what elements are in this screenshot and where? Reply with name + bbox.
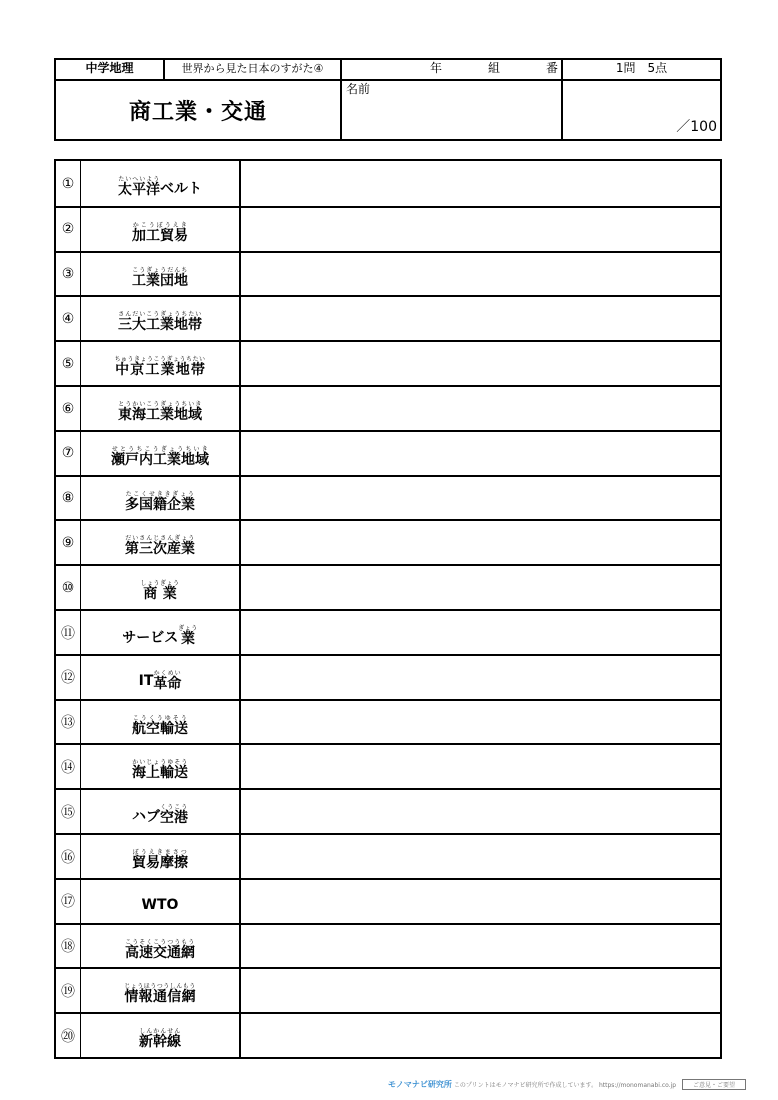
question-row [56, 654, 720, 699]
term-reading: さんだいこうぎょうちたい [118, 311, 202, 319]
term-reading: しんかんせん [139, 1028, 181, 1036]
question-number: ⑦ [61, 445, 75, 462]
answer-field[interactable] [241, 477, 720, 520]
answer-field[interactable] [241, 161, 720, 206]
term-ruby [118, 311, 202, 334]
answer-field[interactable] [241, 701, 720, 744]
term-reading: たこくせききぎょう [125, 490, 195, 498]
term-ruby [114, 356, 205, 379]
term-ruby [118, 176, 160, 199]
term-reading: たいへいよう [118, 176, 160, 183]
question-number: ⑱ [61, 939, 75, 956]
question-number: ⑮ [61, 804, 75, 821]
name-field[interactable] [346, 81, 556, 139]
question-term [80, 835, 241, 878]
term-ruby [140, 580, 179, 603]
question-number: ④ [61, 310, 75, 327]
question-row [56, 340, 720, 385]
term-reading: かくめい [153, 669, 182, 677]
question-number: ⑪ [61, 625, 75, 642]
subject-label: 中学地理 [85, 61, 134, 75]
question-number: ③ [61, 266, 75, 283]
term-ruby [178, 625, 198, 648]
term-reading: じょうほうつうしんもう [124, 983, 196, 991]
term-base: 中京工業地帯 [114, 362, 206, 379]
question-number: ⑫ [61, 670, 75, 687]
term-ruby [125, 491, 195, 514]
worksheet-header [54, 58, 722, 141]
footer-text: このプリントはモノマナビ研究所で作成しています。 https://monomanabi.co.jp [453, 1082, 677, 1089]
question-number: ① [61, 175, 75, 192]
term-base: 工業団地 [132, 272, 188, 289]
term-base: 太平洋 [118, 182, 160, 198]
term-ruby [153, 670, 181, 693]
term-base: 業 [178, 631, 198, 647]
term-ruby [132, 222, 188, 245]
question-term [80, 701, 241, 744]
feedback-box: ご意見・ご要望 [682, 1079, 746, 1090]
term-ruby [125, 535, 195, 558]
question-table [54, 159, 722, 1059]
question-term [80, 387, 241, 430]
term-ruby [124, 983, 196, 1006]
question-term [80, 297, 241, 340]
term-ruby [160, 804, 188, 827]
question-row [56, 475, 720, 520]
term-reading: ちゅうきょうこうぎょうちたい [114, 356, 206, 364]
question-number: ⑩ [61, 579, 75, 596]
term-base: 商業 [140, 586, 180, 603]
term-ruby [139, 1028, 181, 1051]
number-label: 番 [546, 61, 559, 75]
question-term [80, 161, 241, 206]
term-reading: ぼうえきまさつ [132, 849, 188, 856]
question-term [80, 477, 241, 520]
term-ruby [132, 267, 188, 290]
question-number: ⑰ [61, 894, 75, 911]
answer-field[interactable] [241, 432, 720, 475]
term-base: IT [138, 673, 154, 690]
term-base: 多国籍企業 [125, 496, 195, 513]
term-base: 加工貿易 [132, 227, 188, 244]
term-reading: だいさんじさんぎょう [125, 535, 195, 543]
term-base: ベルト [160, 180, 202, 197]
question-row [56, 161, 720, 206]
question-row [56, 1012, 720, 1057]
term-ruby [132, 759, 188, 782]
answer-field[interactable] [241, 835, 720, 878]
term-ruby [132, 715, 188, 738]
question-term [80, 342, 241, 385]
question-row [56, 743, 720, 788]
term-reading: しょうぎょう [140, 580, 180, 588]
term-base: 情報通信網 [124, 989, 196, 1006]
term-base: 航空輸送 [132, 720, 188, 737]
term-reading: とうかいこうぎょうちいき [118, 401, 202, 408]
question-term [80, 521, 241, 564]
term-reading: かいじょうゆそう [132, 759, 188, 767]
answer-field[interactable] [241, 387, 720, 430]
page-title: 商工業・交通 [128, 99, 267, 125]
unit-label: 世界から見た日本のすがた④ [181, 62, 324, 75]
term-base: 三大工業地帯 [118, 317, 202, 334]
term-base: ハブ [132, 808, 160, 825]
question-number: ⑨ [61, 534, 75, 551]
term-reading: せとうちこうぎょうちいき [111, 445, 209, 453]
term-base: WTO [141, 897, 179, 914]
question-row [56, 206, 720, 251]
term-base: 第三次産業 [125, 541, 195, 558]
term-reading: ぎょう [178, 625, 198, 632]
question-row [56, 295, 720, 340]
question-row [56, 967, 720, 1012]
term-reading: こうそくこうつうもう [125, 938, 195, 946]
question-term [80, 432, 241, 475]
term-base: 高速交通網 [125, 944, 195, 961]
year-label: 年 [430, 61, 443, 75]
question-number: ⑲ [61, 983, 75, 1000]
score-rule: 1問 5点 [615, 61, 668, 75]
term-base: 新幹線 [139, 1034, 181, 1051]
question-row [56, 564, 720, 609]
question-term [80, 790, 241, 833]
term-reading: こうぎょうだんち [132, 266, 188, 274]
term-ruby [111, 446, 209, 469]
answer-field[interactable] [241, 790, 720, 833]
term-reading: くうこう [160, 804, 188, 812]
question-row [56, 923, 720, 968]
term-base: 東海工業地域 [118, 407, 202, 423]
question-number: ⑭ [61, 759, 75, 776]
question-term [80, 566, 241, 609]
term-reading: かこうぼうえき [132, 221, 188, 229]
question-row [56, 788, 720, 833]
term-ruby [118, 401, 202, 424]
term-ruby [125, 939, 195, 962]
question-number: ⑯ [61, 849, 75, 866]
class-fields [342, 60, 561, 79]
term-base: 空港 [160, 810, 188, 827]
question-term [80, 1014, 241, 1057]
answer-field[interactable] [241, 925, 720, 968]
term-ruby [132, 849, 188, 872]
question-term [80, 745, 241, 788]
answer-field[interactable] [241, 208, 720, 251]
term-base: 革命 [153, 675, 182, 692]
score-total: ／100 [676, 119, 717, 135]
question-row [56, 878, 720, 923]
answer-field[interactable] [241, 521, 720, 564]
question-row [56, 430, 720, 475]
answer-field[interactable] [241, 253, 720, 296]
question-row [56, 519, 720, 564]
answer-field[interactable] [241, 611, 720, 654]
question-number: ⑤ [61, 355, 75, 372]
question-term [80, 253, 241, 296]
score-field[interactable] [563, 81, 720, 139]
answer-field[interactable] [241, 745, 720, 788]
answer-field[interactable] [241, 656, 720, 699]
question-number: ⑧ [61, 490, 75, 507]
question-term [80, 656, 241, 699]
term-reading: こうくうゆそう [132, 714, 188, 722]
name-label: 名前 [346, 82, 371, 96]
class-label: 組 [488, 61, 501, 75]
publisher-logo: モノマナビ研究所 [388, 1080, 452, 1089]
question-row [56, 609, 720, 654]
question-row [56, 251, 720, 296]
answer-field[interactable] [241, 880, 720, 923]
term-base: サービス [122, 629, 179, 646]
question-number: ② [61, 221, 75, 238]
question-row [56, 385, 720, 430]
question-term [80, 208, 241, 251]
question-term [80, 880, 241, 923]
question-term [80, 611, 241, 654]
answer-field[interactable] [241, 969, 720, 1012]
question-number: ⑬ [61, 715, 75, 732]
answer-field[interactable] [241, 1014, 720, 1057]
term-base: 瀬戸内工業地域 [111, 451, 209, 468]
question-row [56, 833, 720, 878]
question-number: ⑥ [61, 400, 75, 417]
term-base: 貿易摩擦 [132, 855, 188, 871]
term-base: 海上輸送 [132, 765, 188, 782]
question-row [56, 699, 720, 744]
question-number: ⑳ [61, 1028, 75, 1045]
question-term [80, 925, 241, 968]
question-term [80, 969, 241, 1012]
answer-field[interactable] [241, 566, 720, 609]
answer-field[interactable] [241, 342, 720, 385]
answer-field[interactable] [241, 297, 720, 340]
footer [388, 1079, 778, 1093]
